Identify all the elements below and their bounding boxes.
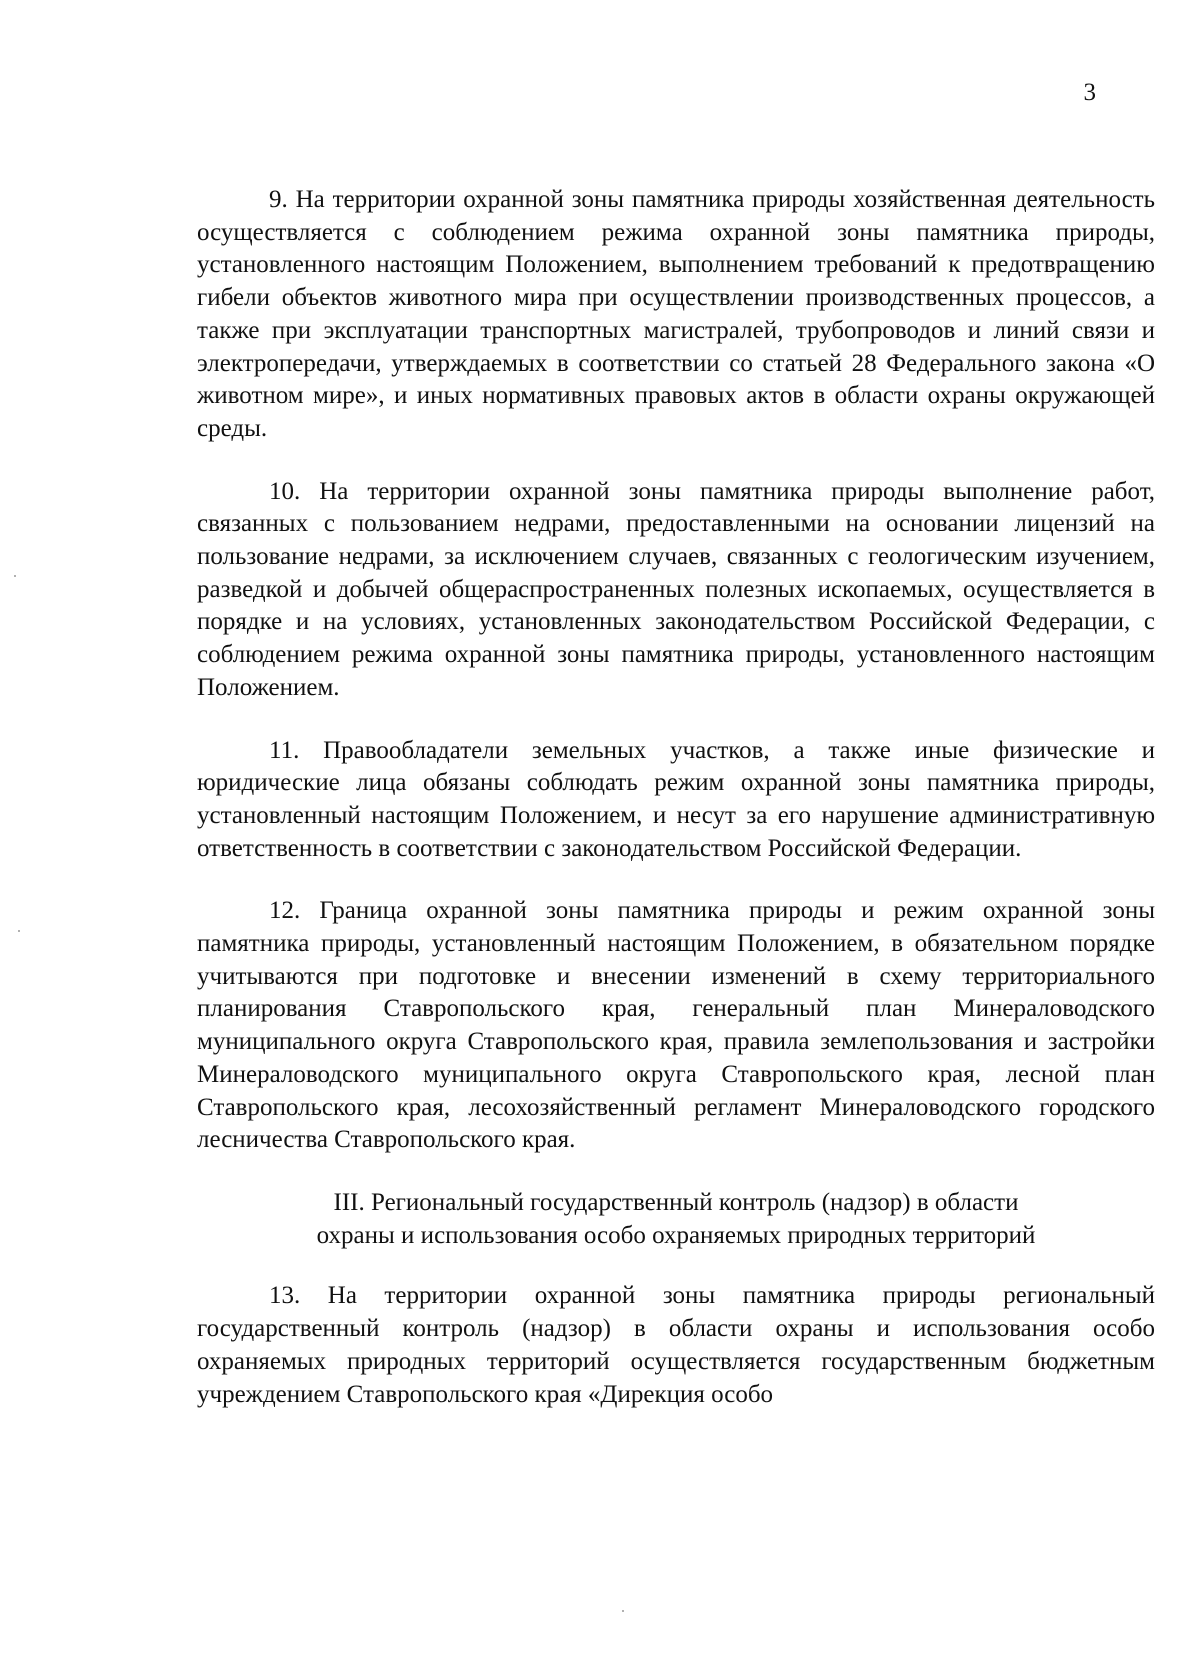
paragraph-text: Правообладатели земельных участков, а также иные физические и юридические лица обязаны соблюдать режим охранной зоны памятника природы, установленный настоящим Положением, и несут за его нарушение административную ответственность в соответствии с законодательством Российской Федерации. [197,736,1155,862]
paragraph-number: 9. [269,186,288,213]
paragraph-text: На территории охранной зоны памятника природы региональный государственный контроль (надзор) в области охраны и использования особо охраняемых природных территорий осуществляется государственным бюджетным учреждением Ставропольского края «Дирекция особо [197,1282,1156,1408]
section-heading-line-2: охраны и использования особо охраняемых природных территорий [316,1221,1036,1249]
scan-speck [622,1610,624,1612]
scan-speck [18,930,20,932]
paragraph-10 [197,476,1155,705]
scan-speck [14,575,16,577]
section-heading-line-1: III. Региональный государственный контроль (надзор) в области [333,1188,1019,1216]
section-heading [197,1187,1155,1252]
paragraph-12 [197,895,1155,1157]
paragraph-13 [197,1280,1155,1411]
paragraph-number: 10. [269,477,301,505]
paragraph-text: Граница охранной зоны памятника природы и режим охранной зоны памятника природы, установленный настоящим Положением, в обязательном порядке учитываются при подготовке и внесении изменений в схему территориального планирования Ставропольского края, генеральный план Минераловодского муниципального округа Ставропольского края, правила землепользования и застройки Минераловодского муниципального округа Ставропольского края, лесной план Ставропольского края, лесохозяйственный регламент Минераловодского городского лесничества Ставропольского края. [197,897,1155,1154]
paragraph-text: На территории охранной зоны памятника природы выполнение работ, связанных с пользованием недрами, предоставленными на основании лицензий на пользование недрами, за исключением случаев, связанных с геологическим изучением, разведкой и добычей общераспространенных полезных ископаемых, осуществляется в порядке и на условиях, установленных законодательством Российской Федерации, с соблюдением режима охранной зоны памятника природы, установленного настоящим Положением. [197,477,1155,701]
page-number: 3 [1083,79,1096,106]
document-body [197,184,1155,1441]
paragraph-number: 11. [269,736,300,764]
paragraph-number: 12. [269,897,301,925]
paragraph-11 [197,735,1155,866]
paragraph-text: На территории охранной зоны памятника природы хозяйственная деятельность осуществляется с соблюдением режима охранной зоны памятника природы, установленного настоящим Положением, выполнением требований к предотвращению гибели объектов животного мира при осуществлении производственных процессов, а также при эксплуатации транспортных магистралей, трубопроводов и линий связи и электропередачи, утверждаемых в соответствии со статьей 28 Федерального закона «О животном мире», и иных нормативных правовых актов в области охраны окружающей среды. [197,186,1155,442]
paragraph-number: 13. [269,1282,301,1310]
paragraph-9 [197,184,1155,446]
